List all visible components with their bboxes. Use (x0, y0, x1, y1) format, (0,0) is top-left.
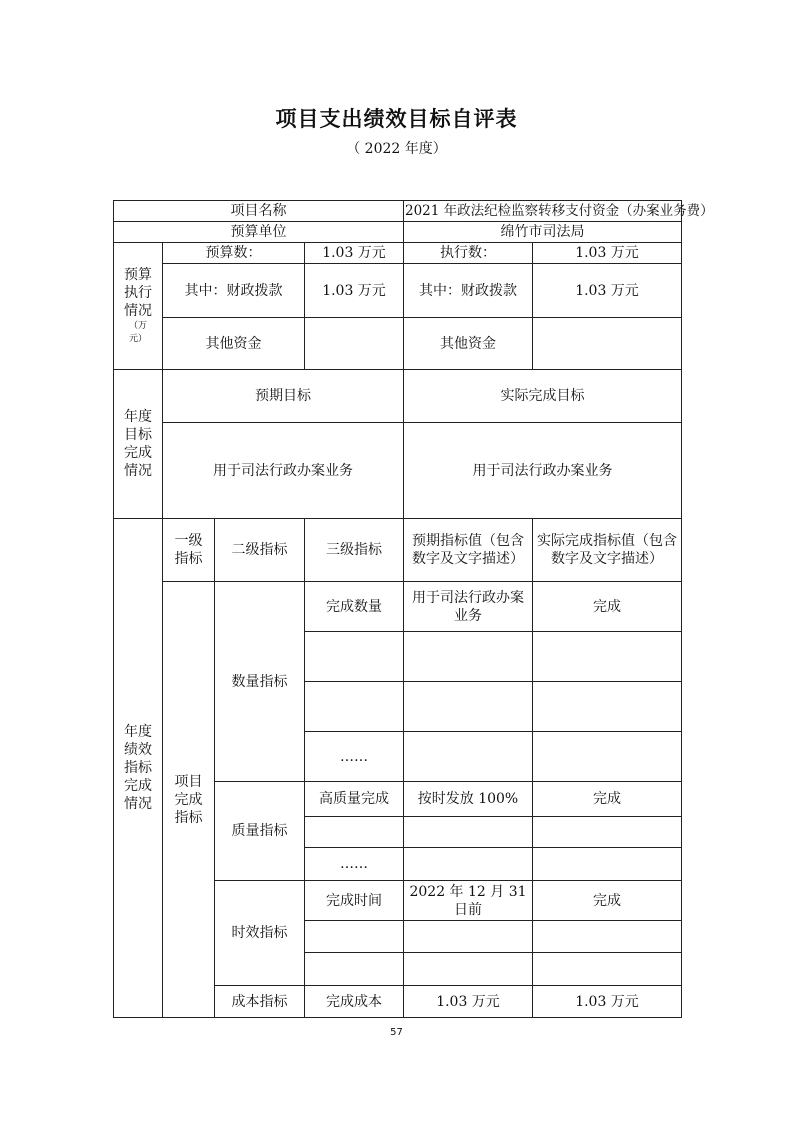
quantity-row-1 (114, 582, 682, 632)
project-completion-line1: 项目 (174, 773, 203, 790)
perf-label-line3: 指标 (124, 760, 152, 776)
cost-expected-value: 1.03 万元 (404, 986, 533, 1018)
goal-content-row (114, 423, 682, 519)
budget-execution-unit-line1: （万 (128, 321, 147, 331)
budget-execution-label (114, 243, 163, 370)
project-name-label: 项目名称 (114, 201, 404, 222)
project-name-value: 2021 年政法纪检监察转移支付资金（办案业务费） (404, 201, 682, 222)
quality-ellipsis: …… (305, 848, 404, 881)
empty-cell (305, 817, 404, 848)
empty-cell (533, 848, 682, 881)
fiscal-allocation-row (114, 264, 682, 318)
cost-indicator-name: 完成成本 (305, 986, 404, 1018)
timeliness-expected-value: 2022 年 12 月 31 日前 (404, 881, 533, 921)
cost-indicator-label: 成本指标 (215, 986, 305, 1018)
fiscal-budget-label: 其中：财政拨款 (163, 264, 305, 318)
quantity-indicator-name: 完成数量 (305, 582, 404, 632)
annual-goal-label-line3: 完成 (124, 445, 152, 461)
annual-goal-label-line2: 目标 (124, 427, 152, 443)
fiscal-budget-value: 1.03 万元 (305, 264, 404, 318)
other-funds-exec-label: 其他资金 (404, 318, 533, 370)
empty-cell (533, 921, 682, 953)
budget-unit-row (114, 222, 682, 243)
annual-goal-label (114, 370, 163, 519)
empty-cell (404, 848, 533, 881)
project-completion-label (163, 582, 215, 1018)
empty-cell (404, 682, 533, 732)
quantity-expected-value: 用于司法行政办案业务 (404, 582, 533, 632)
other-funds-row (114, 318, 682, 370)
budget-unit-label: 预算单位 (114, 222, 404, 243)
level1-header (163, 519, 215, 582)
page-number: 57 (390, 1027, 403, 1038)
project-completion-line2: 完成 (174, 791, 203, 808)
level1-header-line1: 一级 (174, 533, 203, 549)
empty-cell (305, 632, 404, 682)
budget-unit-value: 绵竹市司法局 (404, 222, 682, 243)
timeliness-actual-value: 完成 (533, 881, 682, 921)
project-completion-line3: 指标 (174, 809, 203, 826)
budget-amount-row (114, 243, 682, 264)
empty-cell (533, 632, 682, 682)
empty-cell (404, 732, 533, 782)
fiscal-exec-label: 其中：财政拨款 (404, 264, 533, 318)
quality-actual-value: 完成 (533, 782, 682, 817)
empty-cell (305, 682, 404, 732)
empty-cell (305, 953, 404, 986)
expected-goal-header: 预期目标 (163, 370, 404, 423)
budget-amount-value: 1.03 万元 (305, 243, 404, 264)
cost-actual-value: 1.03 万元 (533, 986, 682, 1018)
perf-label-line5: 情况 (124, 796, 152, 812)
empty-cell (533, 682, 682, 732)
empty-cell (305, 921, 404, 953)
quantity-ellipsis: …… (305, 732, 404, 782)
other-funds-budget-value (305, 318, 404, 370)
quantity-indicator-label: 数量指标 (215, 582, 305, 782)
quality-indicator-name: 高质量完成 (305, 782, 404, 817)
other-funds-budget-label: 其他资金 (163, 318, 305, 370)
project-name-row (114, 201, 682, 222)
empty-cell (404, 921, 533, 953)
level1-header-line2: 指标 (174, 551, 203, 567)
budget-execution-label-line3: 情况 (124, 303, 152, 319)
page-title: 项目支出绩效目标自评表 (275, 107, 518, 131)
empty-cell (404, 953, 533, 986)
empty-cell (533, 732, 682, 782)
empty-cell (533, 953, 682, 986)
perf-label-line1: 年度 (124, 724, 152, 740)
expected-goal-text: 用于司法行政办案业务 (163, 423, 404, 519)
actual-value-header: 实际完成指标值（包含数字及文字描述） (533, 519, 682, 582)
quantity-actual-value: 完成 (533, 582, 682, 632)
indicator-header-row (114, 519, 682, 582)
self-evaluation-table (113, 200, 714, 1018)
budget-execution-unit-line2: 元） (128, 334, 147, 344)
quality-expected-value: 按时发放 100% (404, 782, 533, 817)
quality-indicator-label: 质量指标 (215, 782, 305, 881)
timeliness-indicator-label: 时效指标 (215, 881, 305, 986)
fiscal-exec-value: 1.03 万元 (533, 264, 682, 318)
exec-amount-value: 1.03 万元 (533, 243, 682, 264)
level2-header: 二级指标 (215, 519, 305, 582)
page-subtitle: （ 2022 年度） (346, 141, 447, 157)
budget-execution-label-line1: 预算 (124, 267, 152, 283)
actual-goal-text: 用于司法行政办案业务 (404, 423, 682, 519)
other-funds-exec-value (533, 318, 682, 370)
empty-cell (404, 632, 533, 682)
annual-goal-label-line1: 年度 (124, 409, 152, 425)
timeliness-indicator-name: 完成时间 (305, 881, 404, 921)
level3-header: 三级指标 (305, 519, 404, 582)
annual-performance-label (114, 519, 163, 1018)
empty-cell (533, 817, 682, 848)
perf-label-line2: 绩效 (124, 742, 152, 758)
expected-value-header: 预期指标值（包含数字及文字描述） (404, 519, 533, 582)
exec-amount-label: 执行数： (404, 243, 533, 264)
budget-amount-label: 预算数： (163, 243, 305, 264)
budget-execution-label-line2: 执行 (124, 285, 152, 301)
perf-label-line4: 完成 (124, 778, 152, 794)
empty-cell (404, 817, 533, 848)
goal-header-row (114, 370, 682, 423)
actual-goal-header: 实际完成目标 (404, 370, 682, 423)
annual-goal-label-line4: 情况 (124, 463, 152, 479)
